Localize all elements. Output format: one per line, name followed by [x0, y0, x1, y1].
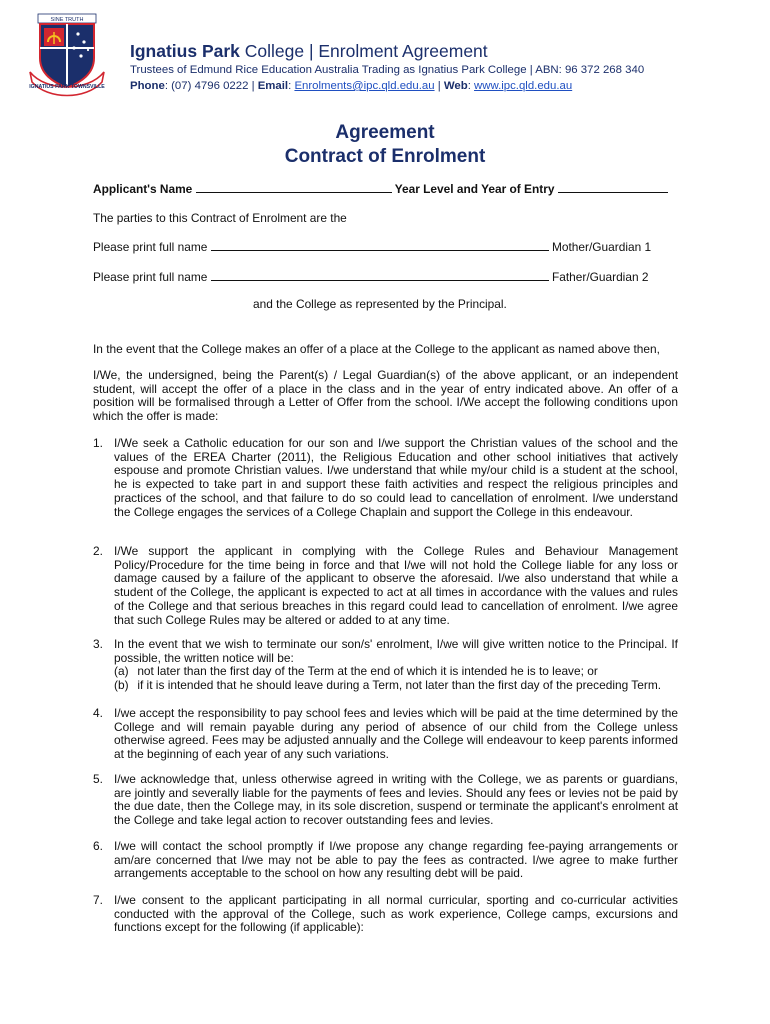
web-link[interactable]: www.ipc.qld.edu.au [474, 80, 573, 92]
applicant-name-field[interactable] [196, 182, 392, 193]
condition-6: 6. I/we will contact the school promptly if I/we propose any change regarding fee-paying arrangements or am/are concerned that I/we may not be able to pay the fees as contracted. I/we agree to make further arrangements acceptable to the school on how any resulting debt will be paid. [93, 839, 678, 881]
email-link[interactable]: Enrolments@ipc.qld.edu.au [294, 80, 435, 92]
guardian-2-row: Please print full name Father/Guardian 2 [93, 270, 649, 284]
condition-7: 7. I/we consent to the applicant participating in all normal curricular, sporting and co-curricular activities conducted with the approval of the College, such as work experience, College camps, excursions and functions except for the following (if applicable): [93, 893, 678, 935]
doc-title-contract: Contract of Enrolment [284, 146, 486, 167]
undersigned-paragraph: I/We, the undersigned, being the Parent(s) / Legal Guardian(s) of the above applicant, or an independent student, will accept the offer of a place in the class and in the year of entry indicated above. An offer of a position will be formalised through a Letter of Offer from the school. I/We accept the following conditions upon which the offer is made: [93, 368, 678, 424]
year-entry-field[interactable] [558, 182, 668, 193]
condition-1: 1. I/We seek a Catholic education for our son and I/we support the Christian values of the school and the values of the EREA Charter (2011), the Religious Education and other school initiatives that actively espouse and promote Christian values. I/we understand that while my/our child is a student at the school, he is expected to take part in and support these faith activities and respect the religious principles and practices of the school, and that failure to do so could lead to cancellation of enrolment. I/we understand the College engages the services of a College Chaplain and support the College in this endeavour. [93, 436, 678, 519]
condition-2: 2. I/We support the applicant in complying with the College Rules and Behaviour Management Policy/Procedure for the time being in force and that I/we will not hold the College liable for any loss or damage caused by a failure of the applicant to observe the aforesaid. I/we also understand that while a student of the College, the applicant is expected to act at all times in accordance with the values and rules of the College and that serious breaches in this regard could lead to cancellation of enrolment. I/we agree that such College Rules may be altered or added to at any time. [93, 544, 678, 627]
guardian-1-row: Please print full name Mother/Guardian 1 [93, 240, 652, 254]
condition-3-sub-a: (a) not later than the first day of the Term at the end of which it is intended he is to leave; or [114, 664, 598, 679]
college-crest-logo [26, 12, 108, 98]
condition-3: 3. In the event that we wish to terminate our son/s' enrolment, I/we will give written notice to the Principal. If possible, the written notice will be: (a) not later than the first day of the Term at the end of which it is intended he is to leave; or (b) if it is intended that he should leave during a Term, not later than the first day of the preceding Term. [93, 637, 678, 693]
contact-line: Phone: (07) 4796 0222 | Email: Enrolments@ipc.qld.edu.au | Web: www.ipc.qld.edu.au [130, 80, 573, 92]
college-principal-text: and the College as represented by the Principal. [253, 297, 507, 311]
condition-3-sub-b: (b) if it is intended that he should leave during a Term, not later than the first day of the preceding Term. [114, 678, 662, 693]
letterhead [130, 40, 750, 94]
applicant-name-row: Applicant's Name Year Level and Year of Entry [93, 182, 668, 197]
guardian-2-name-field[interactable] [211, 270, 549, 281]
condition-4: 4. I/we accept the responsibility to pay school fees and levies which will be paid at the time determined by the College and will remain payable during any period of absence of our child from the College unless otherwise agreed. Fees may be adjusted annually and the College will endeavour to keep parents informed at the beginning of each year of any such variations. [93, 706, 678, 762]
crest-motto: SINE TRUTH [50, 17, 84, 23]
guardian-1-name-field[interactable] [211, 240, 549, 251]
college-title: Ignatius Park College | Enrolment Agreement [130, 41, 488, 61]
condition-5: 5. I/we acknowledge that, unless otherwise agreed in writing with the College, we as parents or guardians, are jointly and severally liable for the payments of fees and levies. Should any fees or levies not be paid by the due date, then the College may, in its sole discretion, suspend or terminate the applicant's enrolment at the College and take legal action to recover outstanding fees and levies. [93, 772, 678, 828]
crest-ribbon-text: IGNATIUS PARK TOWNSVILLE [29, 84, 105, 90]
offer-paragraph: In the event that the College makes an offer of a place at the College to the applicant as named above then, [93, 342, 660, 356]
doc-title-agreement: Agreement [335, 122, 435, 143]
trustees-line: Trustees of Edmund Rice Education Australia Trading as Ignatius Park College | ABN: 96 372 268 340 [130, 64, 645, 76]
parties-text: The parties to this Contract of Enrolment are the [93, 211, 347, 225]
